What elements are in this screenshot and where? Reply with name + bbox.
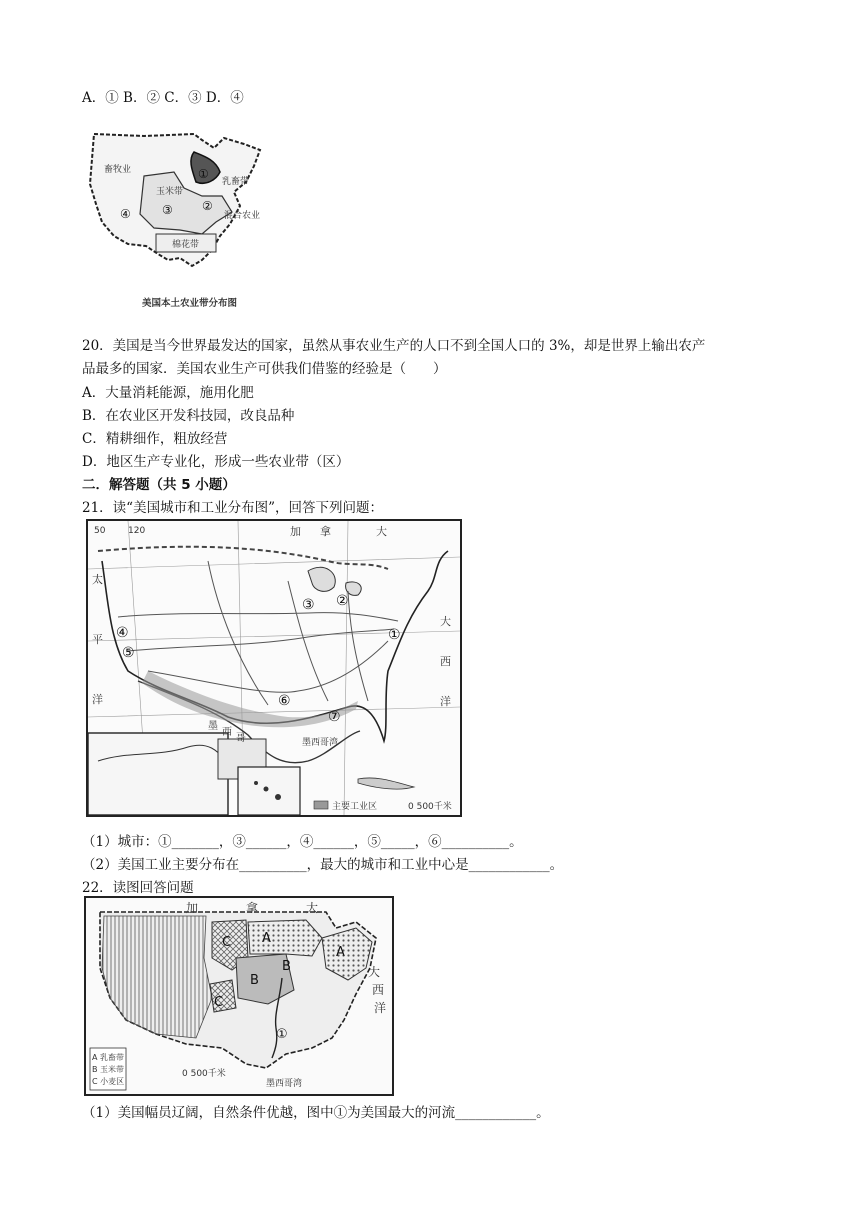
q20-option-b: B．在农业区开发科技园，改良品种 <box>82 408 295 424</box>
city-marker-6: ⑥ <box>278 693 291 709</box>
map21-pacific-2: 平 <box>92 633 103 646</box>
fig1-marker-3: ③ <box>162 203 173 217</box>
map21-mexico-1: 墨 <box>208 721 218 732</box>
q20-option-d: D．地区生产专业化，形成一些农业带（区） <box>82 454 350 470</box>
map22-atlantic-1: 大 <box>368 965 381 979</box>
map21-mexico-3: 哥 <box>236 733 246 744</box>
river-marker: ① <box>276 1027 288 1042</box>
map22-canada-3: 大 <box>306 901 319 915</box>
q20-option-c: C．精耕细作，粗放经营 <box>82 431 228 447</box>
region-letter-a-west: A <box>262 931 271 946</box>
fig1-marker-2: ② <box>202 199 213 213</box>
map21-canada-1: 加 <box>290 525 301 538</box>
q20-option-a: A．大量消耗能源，施用化肥 <box>82 385 254 401</box>
fig1-marker-1: ① <box>198 167 209 181</box>
q20-stem-line1: 20．美国是当今世界最发达的国家，虽然从事农业生产的人口不到全国人口的 3%，却是世界上输出农产 <box>82 338 706 354</box>
legend-wheat: C 小麦区 <box>92 1077 125 1086</box>
map21-canada-3: 大 <box>376 525 387 538</box>
map21-lon-120: 120 <box>128 526 146 536</box>
map22-canada-2: 拿 <box>246 901 259 915</box>
agriculture-belt-map <box>84 126 270 312</box>
city-marker-2: ② <box>336 593 349 609</box>
city-marker-5: ⑤ <box>122 645 135 661</box>
q20-stem-line2: 品最多的国家．美国农业生产可供我们借鉴的经验是（ ） <box>82 361 447 377</box>
map21-lat-50: 50 <box>94 526 106 536</box>
map21-canada-2: 拿 <box>320 525 331 538</box>
map21-atlantic-2: 西 <box>440 655 451 668</box>
fig1-label-1: 畜牧业 <box>104 165 132 175</box>
map21-atlantic-1: 大 <box>440 615 451 628</box>
map22-atlantic-3: 洋 <box>374 1001 387 1015</box>
city-marker-3: ③ <box>302 597 315 613</box>
map21-pacific-1: 太 <box>92 573 103 586</box>
city-marker-7: ⑦ <box>328 709 341 725</box>
fig1-label-2: 玉米带 <box>156 187 184 197</box>
map21-pacific-3: 洋 <box>92 693 103 706</box>
us-city-industry-map <box>86 519 462 817</box>
q22-sub1: （1）美国幅员辽阔，自然条件优越，图中①为美国最大的河流____________。 <box>82 1105 550 1121</box>
fig1-label-4: 混合农业 <box>224 211 261 221</box>
fig1-caption: 美国本土农业带分布图 <box>142 298 238 309</box>
map22-canada-1: 加 <box>186 901 199 915</box>
us-agriculture-map <box>84 896 394 1096</box>
city-marker-1: ① <box>388 627 401 643</box>
legend-dairy: A 乳畜带 <box>92 1053 125 1062</box>
legend-corn: B 玉米带 <box>92 1065 125 1074</box>
region-letter-c-north: C <box>222 935 232 950</box>
fig1-label-5: 乳畜带 <box>222 177 250 187</box>
map21-legend: 主要工业区 <box>332 802 378 812</box>
region-letter-b-west: B <box>250 973 259 988</box>
q21-sub2: （2）美国工业主要分布在__________，最大的城市和工业中心是____________。 <box>82 857 564 873</box>
q21-sub1: （1）城市：①_______，③______，④______，⑤_____，⑥__________。 <box>82 834 523 850</box>
region-letter-c-south: C <box>214 995 224 1010</box>
map21-scale: 0 500千米 <box>408 802 452 812</box>
city-marker-4: ④ <box>116 625 129 641</box>
map21-mexico-2: 西 <box>222 727 232 738</box>
map21-gulf: 墨西哥湾 <box>302 738 339 748</box>
fig1-marker-4: ④ <box>120 207 131 221</box>
map22-scale: 0 500千米 <box>182 1069 226 1079</box>
q21-stem: 21．读“美国城市和工业分布图”，回答下列问题： <box>82 500 383 516</box>
q19-options: A．① B．② C．③ D．④ <box>82 90 244 106</box>
section-heading: 二．解答题（共 5 小题） <box>82 477 236 493</box>
map22-atlantic-2: 西 <box>372 983 385 997</box>
q22-stem: 22．读图回答问题 <box>82 880 194 896</box>
fig1-label-3: 棉花带 <box>172 240 200 250</box>
map22-gulf: 墨西哥湾 <box>266 1079 303 1089</box>
region-letter-a-east: A <box>336 945 345 960</box>
region-letter-b-east: B <box>282 959 291 974</box>
map21-atlantic-3: 洋 <box>440 695 451 708</box>
